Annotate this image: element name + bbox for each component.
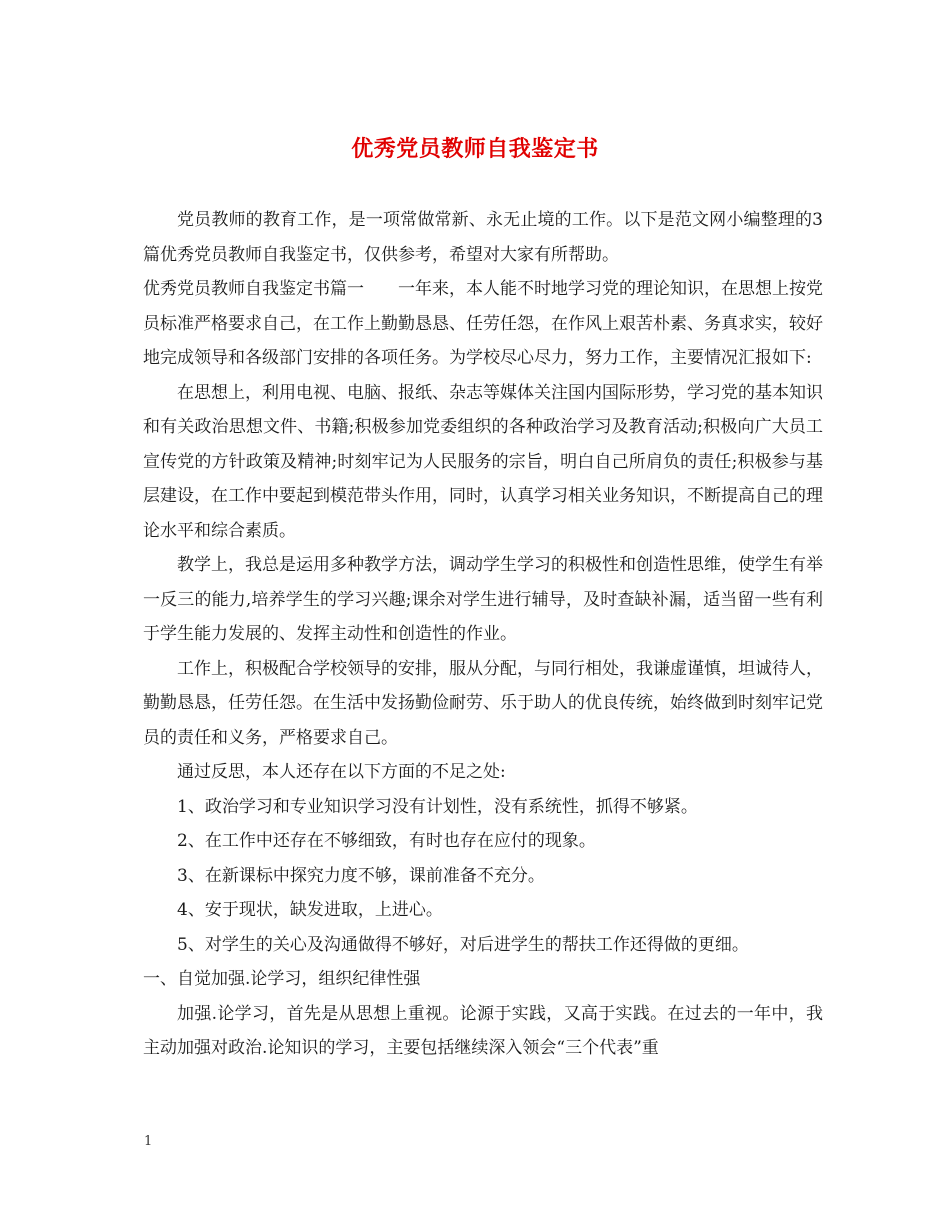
shortcoming-item: 5、对学生的关心及沟通做得不够好，对后进学生的帮扶工作还得做的更细。	[177, 934, 749, 955]
reflection-paragraph: 通过反思，本人还存在以下方面的不足之处:	[177, 762, 506, 782]
work-paragraph: 工作上，积极配合学校领导的安排，服从分配，与同行相处，我谦虚谨慎，坦诚待人，勤勤恳恳，任劳任怨。在生活中发扬勤俭耐劳、乐于助人的优良传统，始终做到时刻牢记党员的责任和义务，严格要求自己。	[143, 658, 823, 748]
shortcoming-item: 1、政治学习和专业知识学习没有计划性，没有系统性，抓得不够紧。	[177, 796, 698, 817]
shortcoming-item: 3、在新课标中探究力度不够，课前准备不充分。	[177, 865, 545, 886]
document-body	[143, 203, 823, 1066]
intro-paragraph: 党员教师的教育工作，是一项常做常新、永无止境的工作。以下是范文网小编整理的3篇优秀党员教师自我鉴定书，仅供参考，希望对大家有所帮助。	[143, 210, 823, 265]
study-paragraph: 加强.论学习，首先是从思想上重视。论源于实践，又高于实践。在过去的一年中，我主动加强对政治.论知识的学习，主要包括继续深入领会“三个代表”重	[143, 1003, 823, 1058]
document-title: 优秀党员教师自我鉴定书	[351, 136, 599, 162]
section-one-paragraph: 优秀党员教师自我鉴定书篇一 一年来，本人能不时地学习党的理论知识，在思想上按党员标准严格要求自己，在工作上勤勤恳恳、任劳任怨，在作风上艰苦朴素、务真求实，较好地完成领导和各级部门安排的各项任务。为学校尽心尽力，努力工作，主要情况汇报如下:	[143, 279, 823, 368]
page-number: 1	[144, 1134, 153, 1149]
teaching-paragraph: 教学上，我总是运用多种教学方法，调动学生学习的积极性和创造性思维，使学生有举一反三的能力,培养学生的学习兴趣;课余对学生进行辅导，及时查缺补漏，适当留一些有利于学生能力发展的、发挥主动性和创造性的作业。	[143, 555, 823, 644]
shortcoming-item: 4、安于现状，缺发进取，上进心。	[177, 900, 443, 920]
ideology-paragraph: 在思想上，利用电视、电脑、报纸、杂志等媒体关注国内国际形势，学习党的基本知识和有关政治思想文件、书籍;积极参加党委组织的各种政治学习及教育活动;积极向广大员工宣传党的方针政策及精神;时刻牢记为人民服务的宗旨，明白自己所肩负的责任;积极参与基层建设，在工作中要起到模范带头作用，同时，认真学习相关业务知识，不断提高自己的理论水平和综合素质。	[143, 382, 823, 541]
section-heading: 一、自觉加强.论学习，组织纪律性强	[143, 969, 421, 989]
shortcoming-item: 2、在工作中还存在不够细致，有时也存在应付的现象。	[177, 831, 596, 851]
